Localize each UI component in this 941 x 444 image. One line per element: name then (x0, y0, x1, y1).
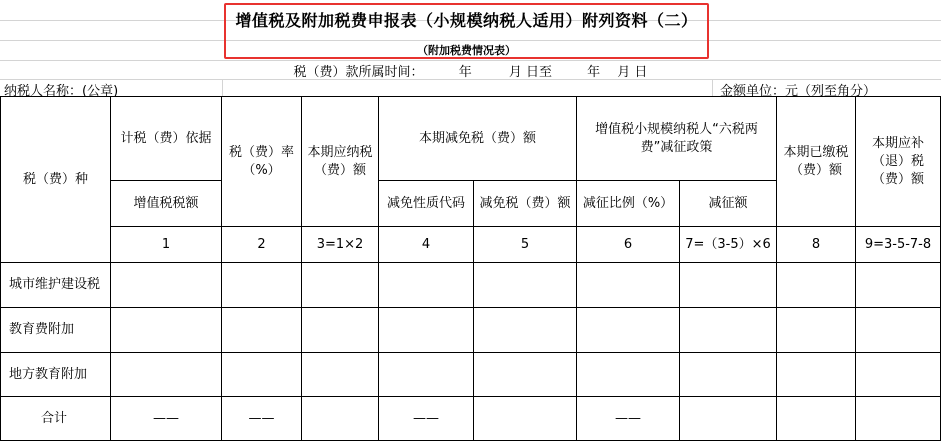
input-cell[interactable] (379, 308, 474, 353)
cell-divider (712, 80, 713, 96)
cell-divider (222, 80, 223, 96)
header-payable: 本期应纳税（费）额 (302, 97, 379, 227)
total-cell[interactable] (680, 397, 777, 441)
column-number: 4 (379, 227, 474, 263)
header-policy-amount: 减征额 (680, 181, 777, 227)
header-rate: 税（费）率（%） (222, 97, 302, 227)
input-cell[interactable] (577, 308, 680, 353)
input-cell[interactable] (856, 353, 941, 397)
input-cell[interactable] (680, 353, 777, 397)
column-number: 9=3-5-7-8 (856, 227, 941, 263)
input-cell[interactable] (111, 353, 222, 397)
period-year-start: 年 (458, 65, 472, 80)
input-cell[interactable] (474, 308, 577, 353)
input-cell[interactable] (680, 308, 777, 353)
taxpayer-name-label: 纳税人名称：(公章) (4, 84, 119, 99)
row-label: 教育费附加 (1, 308, 111, 353)
period-year-end: 年 (587, 65, 601, 80)
input-cell[interactable] (680, 263, 777, 308)
input-cell[interactable] (222, 308, 302, 353)
header-policy-ratio: 减征比例（%） (577, 181, 680, 227)
input-cell[interactable] (777, 263, 856, 308)
header-basis: 计税（费）依据 (111, 97, 222, 181)
table-row-total (1, 397, 941, 441)
input-cell[interactable] (302, 353, 379, 397)
total-cell[interactable] (777, 397, 856, 441)
header-basis-vat: 增值税税额 (111, 181, 222, 227)
column-number: 8 (777, 227, 856, 263)
total-cell: —— (577, 397, 680, 441)
column-number: 2 (222, 227, 302, 263)
header-reduction-amount: 减免税（费）额 (474, 181, 577, 227)
input-cell[interactable] (856, 308, 941, 353)
total-cell: —— (111, 397, 222, 441)
form-subtitle: （附加税费情况表） (417, 44, 516, 57)
column-number: 6 (577, 227, 680, 263)
surcharge-table (0, 96, 941, 441)
row-label: 地方教育附加 (1, 353, 111, 397)
header-refund: 本期应补（退）税（费）额 (856, 97, 941, 227)
tax-period (0, 61, 941, 80)
header-reduction: 本期减免税（费）额 (379, 97, 577, 181)
input-cell[interactable] (474, 263, 577, 308)
input-cell[interactable] (379, 353, 474, 397)
period-monthday-start: 月 日至 (508, 65, 552, 80)
input-cell[interactable] (777, 353, 856, 397)
input-cell[interactable] (379, 263, 474, 308)
total-cell: —— (222, 397, 302, 441)
column-number: 3=1×2 (302, 227, 379, 263)
table-row-local-education-surcharge (1, 353, 941, 397)
header-tax-type: 税（费）种 (1, 97, 111, 263)
input-cell[interactable] (302, 308, 379, 353)
input-cell[interactable] (577, 353, 680, 397)
form-title: 增值税及附加税费申报表（小规模纳税人适用）附列资料（二） (235, 11, 698, 30)
period-monthday-end: 月 日 (617, 65, 648, 80)
total-cell[interactable] (474, 397, 577, 441)
input-cell[interactable] (302, 263, 379, 308)
input-cell[interactable] (111, 263, 222, 308)
input-cell[interactable] (856, 263, 941, 308)
header-paid: 本期已缴税（费）额 (777, 97, 856, 227)
input-cell[interactable] (222, 263, 302, 308)
table-row-education-surcharge (1, 308, 941, 353)
header-reduction-code: 减免性质代码 (379, 181, 474, 227)
currency-unit-label: 金额单位：元（列至角分） (720, 84, 877, 99)
column-number: 7=（3-5）×6 (680, 227, 777, 263)
row-label: 合计 (1, 397, 111, 441)
total-cell[interactable] (856, 397, 941, 441)
column-number: 1 (111, 227, 222, 263)
input-cell[interactable] (777, 308, 856, 353)
column-number: 5 (474, 227, 577, 263)
input-cell[interactable] (577, 263, 680, 308)
row-label: 城市维护建设税 (1, 263, 111, 308)
input-cell[interactable] (474, 353, 577, 397)
total-cell: —— (379, 397, 474, 441)
header-policy: 增值税小规模纳税人“六税两费”减征政策 (577, 97, 777, 181)
total-cell[interactable] (302, 397, 379, 441)
table-row-urban-maintenance (1, 263, 941, 308)
period-label: 税（费）款所属时间： (293, 65, 424, 80)
input-cell[interactable] (111, 308, 222, 353)
input-cell[interactable] (222, 353, 302, 397)
